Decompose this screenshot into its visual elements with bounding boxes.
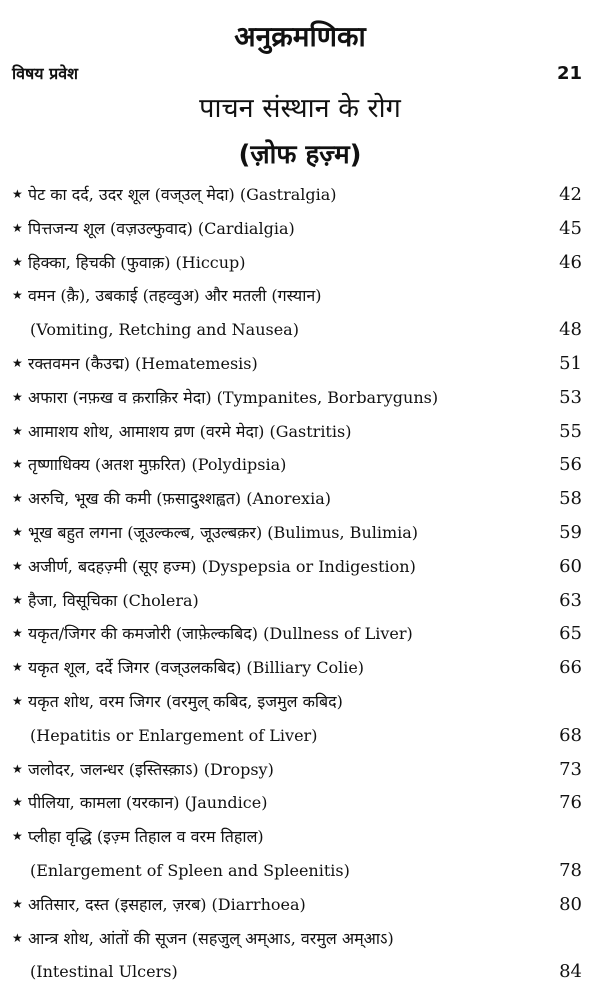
star-bullet-icon: ★ bbox=[12, 220, 23, 235]
entry-page-number: 68 bbox=[559, 724, 582, 746]
entry-title: यकृत/जिगर की कमजोरी (जाफ़ेल्कबिद) (Dullness of Liver) bbox=[28, 624, 413, 644]
section-subtitle: (ज़ोफ हज़्म) bbox=[238, 140, 362, 170]
entry-page-number: 46 bbox=[559, 251, 582, 273]
entry-title: यकृत शूल, दर्दे जिगर (वज्उलकबिद) (Billiary Colie) bbox=[28, 658, 365, 678]
star-bullet-icon: ★ bbox=[12, 187, 23, 201]
entry-title: भूख बहुत लगना (जूउल्कल्ब, जूउल्बक़र) (Bulimus, Bulimia) bbox=[28, 522, 419, 542]
section-title: पाचन संस्थान के रोग bbox=[199, 93, 401, 124]
entry-page-number: 53 bbox=[559, 386, 582, 408]
entry-page-number: 65 bbox=[559, 623, 582, 645]
toc-entry bbox=[0, 381, 600, 415]
entry-title: वमन (क़ै), उबकाई (तहव्वुअ) और मतली (गस्यान) bbox=[28, 286, 322, 306]
star-bullet-icon: ★ bbox=[12, 660, 23, 675]
star-bullet-icon: ★ bbox=[12, 423, 23, 438]
toc-entry bbox=[0, 347, 600, 381]
entry-title: (Hepatitis or Enlargement of Liver) bbox=[30, 725, 318, 745]
star-bullet-icon: ★ bbox=[12, 457, 23, 472]
star-bullet-icon: ★ bbox=[12, 930, 23, 945]
toc-entry bbox=[0, 651, 600, 685]
entry-title: अतिसार, दस्त (इसहाल, ज़रब) (Diarrhoea) bbox=[28, 894, 306, 914]
entry-title: प्लीहा वृद्धि (इज़्म तिहाल व वरम तिहाल) bbox=[28, 827, 264, 847]
entry-page-number: 80 bbox=[559, 893, 582, 915]
toc-entry bbox=[0, 516, 600, 550]
intro-row bbox=[12, 62, 582, 86]
star-bullet-icon: ★ bbox=[12, 795, 23, 810]
entry-page-number: 63 bbox=[559, 589, 582, 611]
entry-title: यकृत शोथ, वरम जिगर (वरमुल् कबिद, इजमुल कबिद) bbox=[28, 691, 343, 711]
toc-entry bbox=[0, 448, 600, 482]
entry-title: पीलिया, कामला (यरकान) (Jaundice) bbox=[28, 793, 268, 813]
toc-entry bbox=[0, 279, 600, 313]
entry-title: पेट का दर्द, उदर शूल (वज्उल् मेदा) (Gastralgia) bbox=[28, 185, 337, 204]
toc-entry bbox=[0, 955, 600, 989]
star-bullet-icon: ★ bbox=[12, 592, 23, 607]
toc-entry bbox=[0, 617, 600, 651]
entry-title: आन्त्र शोथ, आंतों की सूजन (सहजुल् अम्आऽ, वरमुल अम्आऽ) bbox=[28, 928, 394, 948]
entry-title: अजीर्ण, बदहज़्मी (सूए हज्म) (Dyspepsia or Indigestion) bbox=[28, 556, 416, 576]
toc-entries bbox=[0, 178, 600, 989]
star-bullet-icon: ★ bbox=[12, 524, 23, 539]
entry-title: (Vomiting, Retching and Nausea) bbox=[30, 320, 299, 340]
toc-entry bbox=[0, 482, 600, 516]
star-bullet-icon: ★ bbox=[12, 491, 23, 506]
entry-page-number: 59 bbox=[559, 521, 582, 543]
toc-entry bbox=[0, 786, 600, 820]
toc-entry bbox=[0, 719, 600, 753]
star-bullet-icon: ★ bbox=[12, 829, 23, 844]
toc-entry bbox=[0, 415, 600, 449]
toc-entry bbox=[0, 178, 600, 212]
entry-title: अफारा (नफ़ख व क़राक़िर मेदा) (Tympanites, Borbaryguns) bbox=[28, 387, 439, 407]
entry-title: अरुचि, भूख की कमी (फ़सादुश्शह्वत) (Anorexia) bbox=[28, 489, 331, 509]
entry-page-number: 78 bbox=[559, 859, 582, 881]
star-bullet-icon: ★ bbox=[12, 355, 23, 370]
star-bullet-icon: ★ bbox=[12, 254, 23, 269]
toc-entry bbox=[0, 854, 600, 888]
toc-entry bbox=[0, 212, 600, 246]
entry-title: तृष्णाधिक्य (अतश मुफ़रित) (Polydipsia) bbox=[28, 455, 287, 475]
intro-page-number: 21 bbox=[556, 63, 582, 84]
entry-title: (Enlargement of Spleen and Spleenitis) bbox=[30, 860, 350, 880]
entry-title: पित्तजन्य शूल (वज़उल्फुवाद) (Cardialgia) bbox=[28, 218, 295, 238]
entry-page-number: 58 bbox=[559, 488, 582, 510]
entry-title: आमाशय शोथ, आमाशय व्रण (वरमे मेदा) (Gastritis) bbox=[28, 421, 352, 441]
star-bullet-icon: ★ bbox=[12, 896, 23, 911]
entry-title: हैजा, विसूचिका (Cholera) bbox=[28, 590, 199, 610]
entry-page-number: 56 bbox=[559, 454, 582, 476]
entry-title: हिक्का, हिचकी (फुवाक़) (Hiccup) bbox=[28, 252, 246, 272]
star-bullet-icon: ★ bbox=[12, 558, 23, 573]
entry-page-number: 42 bbox=[559, 184, 582, 205]
toc-entry bbox=[0, 246, 600, 280]
entry-title: (Intestinal Ulcers) bbox=[30, 962, 178, 982]
entry-page-number: 76 bbox=[559, 792, 582, 814]
toc-entry bbox=[0, 584, 600, 618]
entry-page-number: 66 bbox=[559, 657, 582, 679]
star-bullet-icon: ★ bbox=[12, 626, 23, 641]
toc-entry bbox=[0, 550, 600, 584]
star-bullet-icon: ★ bbox=[12, 761, 23, 776]
toc-entry bbox=[0, 753, 600, 787]
toc-entry bbox=[0, 888, 600, 922]
entry-page-number: 60 bbox=[559, 555, 582, 577]
intro-label: विषय प्रवेश bbox=[12, 64, 79, 83]
entry-title: जलोदर, जलन्धर (इस्तिस्क़ाऽ) (Dropsy) bbox=[28, 759, 274, 779]
entry-page-number: 51 bbox=[559, 352, 582, 374]
toc-entry bbox=[0, 313, 600, 347]
entry-page-number: 84 bbox=[559, 961, 582, 983]
star-bullet-icon: ★ bbox=[12, 288, 23, 303]
entry-page-number: 55 bbox=[559, 420, 582, 442]
toc-entry bbox=[0, 922, 600, 956]
entry-page-number: 73 bbox=[559, 758, 582, 780]
toc-entry bbox=[0, 820, 600, 854]
star-bullet-icon: ★ bbox=[12, 389, 23, 404]
entry-page-number: 45 bbox=[559, 217, 582, 239]
toc-entry bbox=[0, 685, 600, 719]
entry-title: रक्तवमन (कैउद्म) (Hematemesis) bbox=[28, 353, 258, 373]
page-title: अनुक्रमणिका bbox=[234, 20, 366, 53]
star-bullet-icon: ★ bbox=[12, 693, 23, 708]
entry-page-number: 48 bbox=[559, 319, 582, 341]
